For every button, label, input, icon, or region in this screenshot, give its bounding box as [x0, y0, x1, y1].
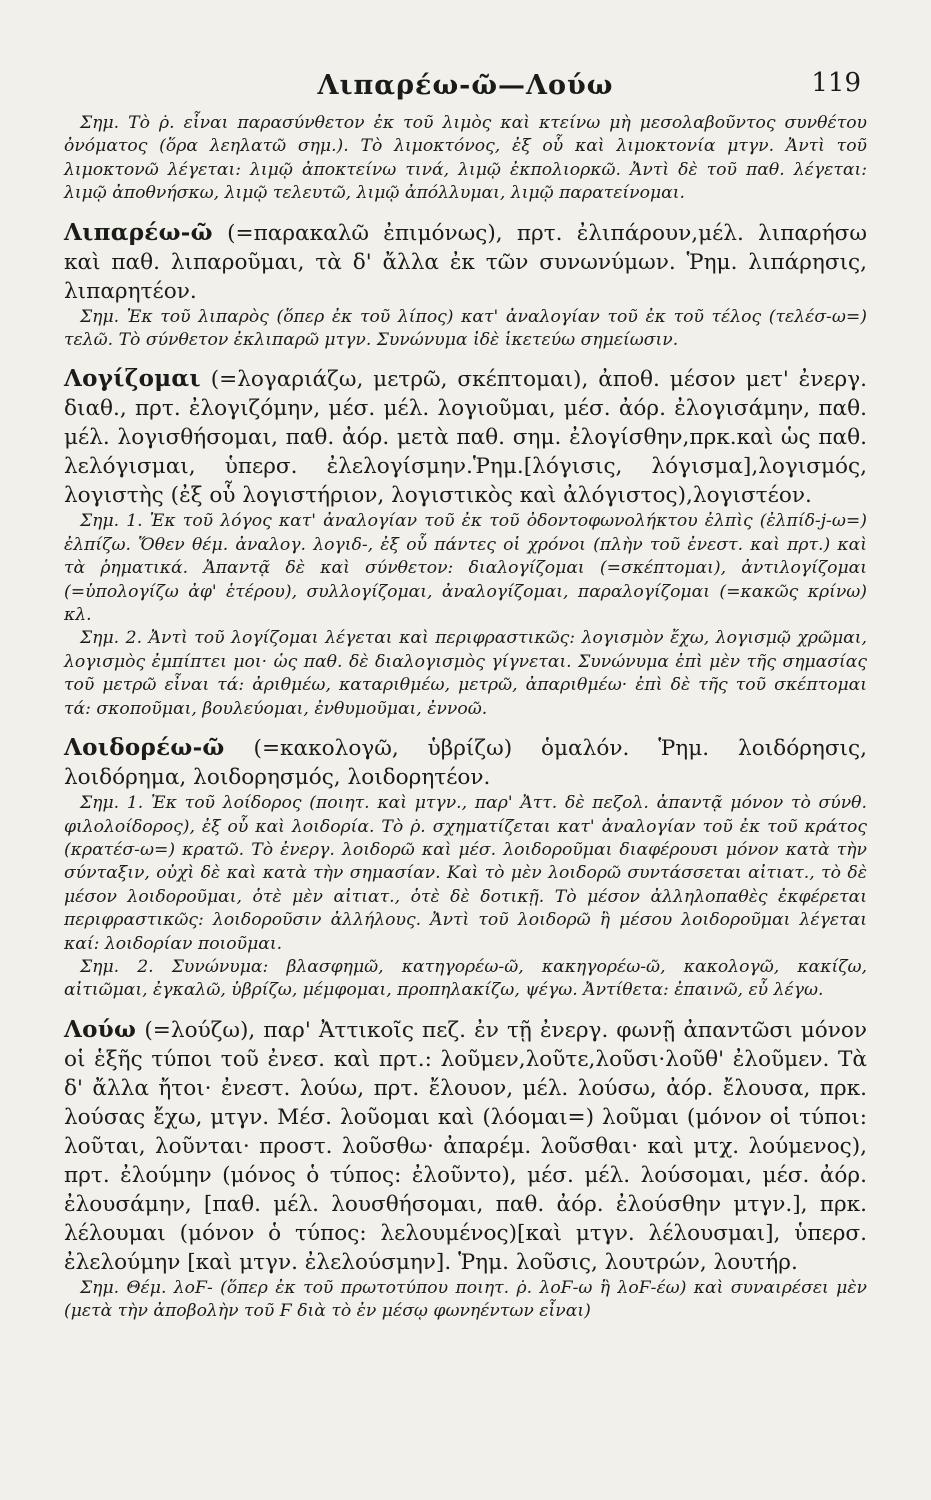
entry-note: Σημ. Τὸ ρ̇. εἶναι παρασύνθετον ἐκ τοῦ λιμὸς καὶ κτείνω μὴ μεσολαβοῦντος συνθέτου ὀνόματος (ὅρα λεηλατῶ σημ.). Τὸ λιμοκτόνος, ἐξ οὗ καὶ λιμοκτονία μτγν. Ἀντὶ τοῦ λιμοκτονῶ λέγεται: λιμῷ ἀποκτείνω τινά, λιμῷ ἐκπολιορκῶ. Ἀντὶ δὲ τοῦ παθ. λέγεται: λιμῷ ἀποθνήσκω, λιμῷ τελευτῶ, λιμῷ ἀπόλλυμαι, λιμῷ παρατείνομαι. [64, 113, 867, 204]
entry-note: Σημ. 1. Ἐκ τοῦ λοίδορος (ποιητ. καὶ μτγν., παρ' Ἀττ. δὲ πεζολ. ἀπαντᾷ μόνον τὸ σύνθ. φιλολοίδορος), ἐξ οὗ καὶ λοιδορία. Τὸ ρ̇. σχηματίζεται κατ' ἀναλογίαν τοῦ ἐκ τοῦ κράτος (κρατέσ-ω=) κρατῶ. Τὸ ἐνεργ. λοιδορῶ καὶ μέσ. λοιδοροῦμαι διαφέρουσι μόνον κατὰ τὴν σύνταξιν, οὐχὶ δὲ καὶ κατὰ τὴν σημασίαν. Καὶ τὸ μὲν λοιδορῶ συντάσσεται αἰτιατ., τὸ δὲ μέσον λοιδοροῦμαι, ὁτὲ μὲν αἰτιατ., ὁτὲ δὲ δοτικῇ. Τὸ μέσον ἀλληλοπαθὲς ἐκφέρεται περιφραστικῶς: λοιδοροῦσιν ἀλλήλους. Ἀντὶ τοῦ λοιδορῶ ἢ μέσου λοιδοροῦμαι λέγεται καί: λοιδορίαν ποιοῦμαι. [64, 793, 867, 954]
entry-definition: (=λούζω), παρ' Ἀττικοῖς πεζ. ἐν τῇ ἐνεργ. φωνῇ ἀπαντῶσι μόνον οἱ ἑξῆς τύποι τοῦ ἐνεσ. καὶ πρτ.: λοῦμεν,λοῦτε,λοῦσι·λοῦθ' ἐλοῦμεν. Τὰ δ' ἄλλα ἤτοι· ἐνεστ. λούω, πρτ. ἔλουον, μέλ. λούσω, ἀόρ. ἔλουσα, πρκ. λούσας ἔχω, μτγν. Μέσ. λοῦομαι καὶ (λόομαι=) λοῦμαι (μόνον οἱ τύποι: λοῦται, λοῦνται· προστ. λοῦσθω· ἀπαρέμ. λοῦσθαι· καὶ μτχ. λούμενος), πρτ. ἐλούμην (μόνος ὁ τύπος: ἐλοῦντο), μέσ. μέλ. λούσομαι, μέσ. ἀόρ. ἐλουσάμην, [παθ. μέλ. λουσθήσομαι, παθ. ἀόρ. ἐλούσθην μτγν.], πρκ. λέλουμαι (μόνον ὁ τύπος: λελουμένος)[καὶ μτγν. λέλουσμαι], ὑπερσ. ἐλελούμην [καὶ μτγν. ἐλελούσμην]. Ῥημ. λοῦσις, λουτρών, λουτήρ. [64, 1017, 867, 1275]
entry-definition: (=κακολογῶ, ὑβρίζω) ὁμαλόν. Ῥημ. λοιδόρησις, λοιδόρημα, λοιδορησμός, λοιδορητέον. [64, 736, 867, 791]
dictionary-entry [64, 364, 867, 510]
entry-note: Σημ. 2. Συνώνυμα: βλασφημῶ, κατηγορέω-ῶ, κακηγορέω-ῶ, κακολογῶ, κακίζω, αἰτιῶμαι, ἐγκαλῶ, ὑβρίζω, μέμφομαι, προπηλακίζω, ψέγω. Ἀντίθετα: ἐπαινῶ, εὖ λέγω. [64, 956, 867, 1001]
section-gap [64, 352, 867, 362]
entry-note: Σημ. Θέμ. λοϜ- (ὅπερ ἐκ τοῦ πρωτοτύπου ποιητ. ρ̇. λοϜ-ω ἢ λοϜ-έω) καὶ συναιρέσει μὲν (μετὰ τὴν ἀποβολὴν τοῦ Ϝ διὰ τὸ ἐν μέσῳ φωνηέντων εἶναι) [64, 1277, 867, 1322]
entry-note: Σημ. Ἐκ τοῦ λιπαρὸς (ὅπερ ἐκ τοῦ λίπος) κατ' ἀναλογίαν τοῦ ἐκ τοῦ τέλος (τελέσ-ω=) τελῶ. Τὸ σύνθετον ἐκλιπαρῶ μτγν. Συνώνυμα ἰδὲ ἱκετεύω σημείωσιν. [64, 306, 867, 351]
entry-headword: Λούω [64, 1015, 137, 1043]
dictionary-entry [64, 1015, 867, 1277]
entry-note: Σημ. 1. Ἐκ τοῦ λόγος κατ' ἀναλογίαν τοῦ ἐκ τοῦ ὀδοντοφωνολήκτου ἐλπὶς (ἐλπίδ-j-ω=) ἐλπίζω. Ὅθεν θέμ. ἀναλογ. λογιδ-, ἐξ οὗ πάντες οἱ χρόνοι (πλὴν τοῦ ἐνεστ. καὶ πρτ.) καὶ τὰ ῥηματικά. Ἀπαντᾷ δὲ καὶ σύνθετον: διαλογίζομαι (=σκέπτομαι), ἀντιλογίζομαι (=ὑπολογίζω ἀφ' ἑτέρου), συλλογίζομαι, ἀναλογίζομαι, παραλογίζομαι (=κακῶς κρίνω) κλ. [64, 511, 867, 626]
section-gap [64, 206, 867, 216]
running-title: Λιπαρέω-ῶ—Λούω [317, 70, 614, 101]
page-number: 119 [811, 68, 861, 98]
entry-headword: Λιπαρέω-ῶ [64, 218, 213, 246]
entry-headword: Λοιδορέω-ῶ [64, 734, 225, 762]
dictionary-entry [64, 733, 867, 792]
section-gap [64, 721, 867, 731]
entry-headword: Λογίζομαι [64, 365, 201, 393]
section-gap [64, 1003, 867, 1013]
dictionary-entry [64, 218, 867, 306]
entry-definition: (=παρακαλῶ ἐπιμόνως), πρτ. ἐλιπάρουν,μέλ. λιπαρήσω καὶ παθ. λιπαροῦμαι, τὰ δ' ἄλλα ἐκ τῶν συνωνύμων. Ῥημ. λιπάρησις, λιπαρητέον. [64, 220, 867, 304]
running-head [64, 58, 867, 104]
entry-definition: (=λογαριάζω, μετρῶ, σκέπτομαι), ἀποθ. μέσον μετ' ἐνεργ. διαθ., πρτ. ἐλογιζόμην, μέσ. μέλ. λογιοῦμαι, μέσ. ἀόρ. ἐλογισάμην, παθ. μέλ. λογισθήσομαι, παθ. ἀόρ. μετὰ παθ. σημ. ἐλογίσθην,πρκ.καὶ ὡς παθ. λελόγισμαι, ὑπερσ. ἐλελογίσμην.Ῥημ.[λόγισις, λόγισμα],λογισμός, λογιστὴς (ἐξ οὗ λογιστήριον, λογιστικὸς καὶ ἀλόγιστος),λογιστέον. [64, 367, 867, 509]
body-text [64, 112, 867, 1324]
entry-note: Σημ. 2. Ἀντὶ τοῦ λογίζομαι λέγεται καὶ περιφραστικῶς: λογισμὸν ἔχω, λογισμῷ χρῶμαι, λογισμὸς ἐμπίπτει μοι· ὡς παθ. δὲ διαλογισμὸς γίγνεται. Συνώνυμα ἐπὶ μὲν τῆς σημασίας τοῦ μετρῶ εἶναι τά: ἀριθμέω, καταριθμέω, μετρῶ, ἀπαριθμέω· ἐπὶ δὲ τῆς τοῦ σκέπτομαι τά: σκοποῦμαι, βουλεύομαι, ἐνθυμοῦμαι, ἐννοῶ. [64, 628, 867, 719]
